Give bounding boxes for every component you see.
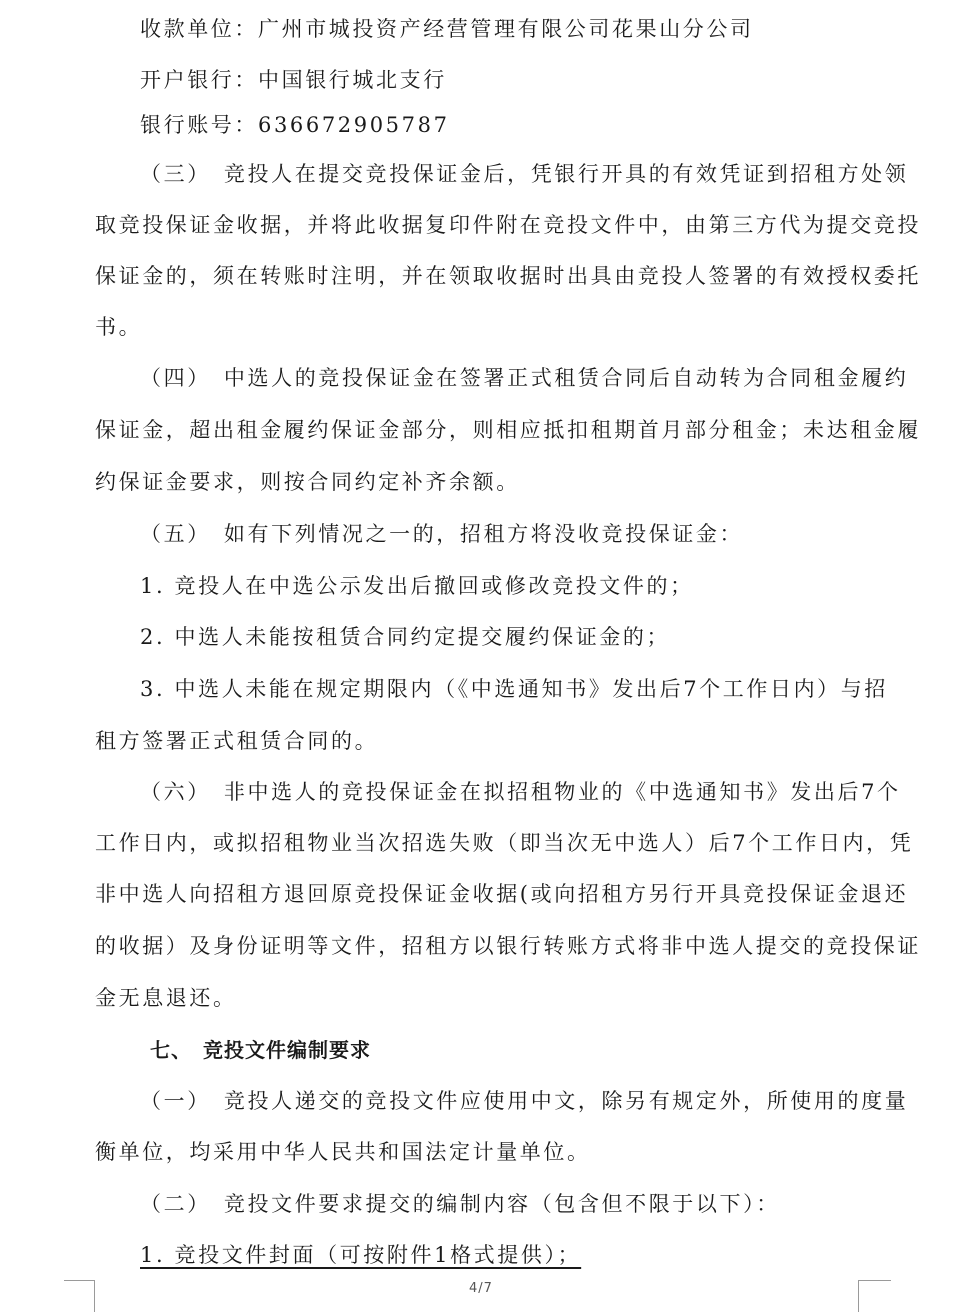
paragraph-3-line-2: 取竞投保证金收据，并将此收据复印件附在竞投文件中，由第三方代为提交竞投 bbox=[95, 213, 921, 237]
paragraph-5-line-1: （五） 如有下列情况之一的，招租方将没收竞投保证金： bbox=[140, 522, 744, 546]
page-footer bbox=[0, 1272, 962, 1311]
section-7-paragraph-2-line-1: （二） 竞投文件要求提交的编制内容（包含但不限于以下）： bbox=[140, 1192, 780, 1216]
paragraph-6-line-3: 非中选人向招租方退回原竞投保证金收据(或向招租方另行开具竞投保证金退还 bbox=[95, 882, 909, 906]
paragraph-6-line-4: 的收据）及身份证明等文件，招租方以银行转账方式将非中选人提交的竞投保证 bbox=[95, 934, 921, 958]
page-corner-mark-right bbox=[858, 1280, 891, 1312]
list-item-3-line-1: 3. 中选人未能在规定期限内（《中选通知书》发出后7个工作日内）与招 bbox=[140, 677, 888, 701]
paragraph-4-line-2: 保证金，超出租金履约保证金部分，则相应抵扣租期首月部分租金；未达租金履 bbox=[95, 418, 921, 442]
section-7-paragraph-1-line-2: 衡单位，均采用中华人民共和国法定计量单位。 bbox=[95, 1140, 591, 1164]
page-indicator: 4/7 bbox=[469, 1281, 493, 1296]
payee-line: 收款单位：广州市城投资产经营管理有限公司花果山分公司 bbox=[140, 17, 754, 41]
section-7-list-item-1: 1. 竞投文件封面（可按附件1格式提供）； bbox=[140, 1243, 582, 1267]
section-7-heading: 七、 竞投文件编制要求 bbox=[150, 1038, 371, 1062]
paragraph-3-line-4: 书。 bbox=[95, 315, 143, 339]
paragraph-6-line-2: 工作日内，或拟招租物业当次招选失败（即当次无中选人）后7个工作日内，凭 bbox=[95, 831, 914, 855]
paragraph-6-line-5: 金无息退还。 bbox=[95, 986, 237, 1010]
paragraph-3-line-3: 保证金的，须在转账时注明，并在领取收据时出具由竞投人签署的有效授权委托 bbox=[95, 264, 921, 288]
list-item-3-line-2: 租方签署正式租赁合同的。 bbox=[95, 729, 379, 753]
list-item-1: 1. 竞投人在中选公示发出后撤回或修改竞投文件的； bbox=[140, 574, 694, 598]
paragraph-6-line-1: （六） 非中选人的竞投保证金在拟招租物业的《中选通知书》发出后7个 bbox=[140, 780, 901, 804]
paragraph-3-line-1: （三） 竞投人在提交竞投保证金后，凭银行开具的有效凭证到招租方处领 bbox=[140, 162, 909, 186]
paragraph-4-line-3: 约保证金要求，则按合同约定补齐余额。 bbox=[95, 470, 520, 494]
list-item-2: 2. 中选人未能按租赁合同约定提交履约保证金的； bbox=[140, 625, 671, 649]
section-7-paragraph-1-line-1: （一） 竞投人递交的竞投文件应使用中文，除另有规定外，所使用的度量 bbox=[140, 1089, 909, 1113]
account-line: 银行账号：636672905787 bbox=[140, 113, 450, 137]
bank-line: 开户银行：中国银行城北支行 bbox=[140, 68, 447, 92]
paragraph-4-line-1: （四） 中选人的竞投保证金在签署正式租赁合同后自动转为合同租金履约 bbox=[140, 366, 909, 390]
